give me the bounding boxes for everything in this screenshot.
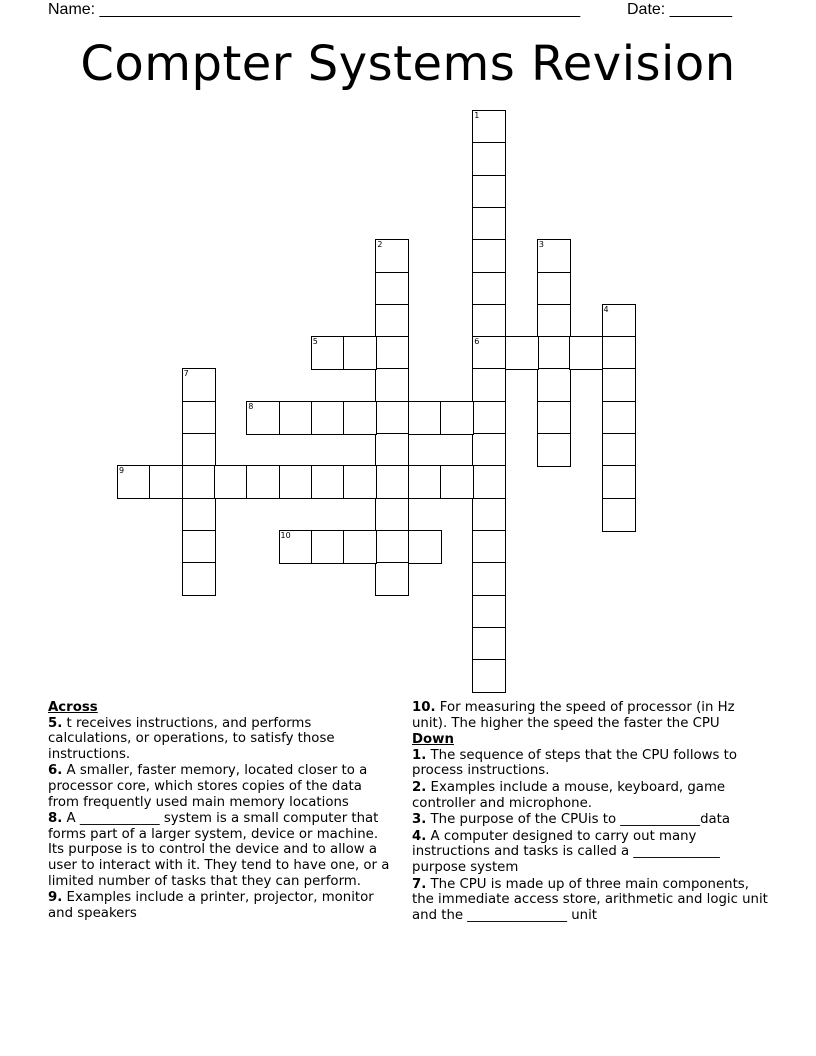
crossword-cell[interactable] (182, 530, 216, 564)
crossword-cell[interactable] (182, 562, 216, 596)
clue-across-9: 9. Examples include a printer, projector, monitor and speakers (48, 890, 374, 921)
crossword-cell[interactable] (182, 368, 216, 402)
crossword-cell[interactable] (182, 465, 216, 499)
crossword-cell[interactable] (472, 304, 506, 338)
crossword-cell[interactable] (375, 368, 409, 402)
crossword-cell[interactable] (602, 368, 636, 402)
crossword-cell[interactable] (182, 433, 216, 467)
crossword-cell[interactable] (602, 336, 636, 370)
crossword-cell[interactable] (408, 401, 442, 435)
crossword-cell[interactable] (472, 142, 506, 176)
crossword-cell[interactable] (375, 465, 409, 499)
crossword-cell[interactable] (472, 110, 506, 144)
clue-across-6: 6. A smaller, faster memory, located closer to a processor core, which stores copies of the data from frequently used main memory locations (48, 763, 368, 810)
cell-number-4: 4 (603, 304, 609, 314)
crossword-cell[interactable] (117, 465, 151, 499)
clue-down-4: 4. A computer designed to carry out many instructions and tasks is called a _____________ purpose system (412, 828, 720, 875)
crossword-cell[interactable] (569, 336, 603, 370)
cell-number-2: 2 (377, 240, 383, 250)
crossword-cell[interactable] (149, 465, 183, 499)
crossword-cell[interactable] (602, 498, 636, 532)
crossword-cell[interactable] (375, 336, 409, 370)
down-heading: Down (412, 732, 454, 748)
crossword-cell[interactable] (182, 498, 216, 532)
crossword-cell[interactable] (440, 401, 474, 435)
crossword-cell[interactable] (472, 595, 506, 629)
crossword-cell[interactable] (472, 207, 506, 241)
crossword-cell[interactable] (311, 336, 345, 370)
crossword-cell[interactable] (182, 401, 216, 435)
crossword-cell[interactable] (472, 239, 506, 273)
clues-left-column (48, 700, 396, 922)
crossword-cell[interactable] (375, 562, 409, 596)
crossword-cell[interactable] (343, 401, 377, 435)
clue-down-2: 2. Examples include a mouse, keyboard, game controller and microphone. (412, 779, 726, 811)
cell-number-5: 5 (312, 337, 318, 347)
crossword-cell[interactable] (408, 530, 442, 564)
page-title: Compter Systems Revision (80, 36, 736, 92)
clue-across-10: 10. For measuring the speed of processor (in Hz unit). The higher the speed the faster the CPU (412, 700, 735, 731)
crossword-cell[interactable] (279, 401, 313, 435)
crossword-cell[interactable] (472, 562, 506, 596)
crossword-cell[interactable] (472, 627, 506, 661)
name-field[interactable]: Name: ______________________________________________________ (48, 1, 581, 18)
cell-number-9: 9 (119, 466, 125, 476)
crossword-cell[interactable] (375, 272, 409, 306)
crossword-cell[interactable] (602, 465, 636, 499)
cell-number-7: 7 (183, 369, 189, 379)
crossword-cell[interactable] (408, 465, 442, 499)
crossword-cell[interactable] (472, 336, 506, 370)
crossword-cell[interactable] (375, 498, 409, 532)
clue-down-7: 7. The CPU is made up of three main components, the immediate access store, arithmetic and logic unit and the _______________ unit (412, 876, 768, 923)
crossword-cell[interactable] (505, 336, 539, 370)
crossword-cell[interactable] (472, 175, 506, 209)
crossword-cell[interactable] (279, 530, 313, 564)
crossword-cell[interactable] (375, 530, 409, 564)
crossword-cell[interactable] (472, 498, 506, 532)
crossword-cell[interactable] (375, 239, 409, 273)
cell-number-6: 6 (474, 337, 480, 347)
crossword-cell[interactable] (537, 368, 571, 402)
crossword-cell[interactable] (472, 401, 506, 435)
crossword-cell[interactable] (343, 530, 377, 564)
crossword-cell[interactable] (602, 433, 636, 467)
crossword-cell[interactable] (246, 401, 280, 435)
crossword-cell[interactable] (311, 530, 345, 564)
crossword-cell[interactable] (343, 465, 377, 499)
crossword-cell[interactable] (472, 272, 506, 306)
crossword-cell[interactable] (472, 465, 506, 499)
clues-right-column (412, 700, 772, 924)
crossword-cell[interactable] (602, 304, 636, 338)
cell-number-10: 10 (280, 530, 291, 540)
crossword-cell[interactable] (440, 465, 474, 499)
crossword-cell[interactable] (311, 465, 345, 499)
crossword-cell[interactable] (472, 530, 506, 564)
crossword-cell[interactable] (602, 401, 636, 435)
clue-down-1: 1. The sequence of steps that the CPU follows to process instructions. (412, 747, 738, 779)
crossword-cell[interactable] (537, 272, 571, 306)
crossword-cell[interactable] (472, 368, 506, 402)
crossword-cell[interactable] (537, 336, 571, 370)
cell-number-1: 1 (474, 111, 480, 120)
clue-across-8: 8. A ____________ system is a small computer that forms part of a larger system, device or machine. Its purpose is to control the device and to allow a user to interact with it. They tend to have one, or a limited number of tasks that they can perform. (48, 811, 390, 889)
clue-down-3: 3. The purpose of the CPUis to ____________data (412, 812, 731, 828)
crossword-cell[interactable] (375, 433, 409, 467)
crossword-cell[interactable] (472, 659, 506, 693)
cell-number-8: 8 (248, 401, 254, 411)
crossword-cell[interactable] (214, 465, 248, 499)
crossword-cell[interactable] (343, 336, 377, 370)
crossword-cell[interactable] (311, 401, 345, 435)
crossword-cell[interactable] (375, 304, 409, 338)
clue-across-5: 5. t receives instructions, and performs calculations, or operations, to satisfy those instructions. (48, 715, 335, 762)
crossword-cell[interactable] (537, 239, 571, 273)
crossword-cell[interactable] (246, 465, 280, 499)
cell-number-3: 3 (538, 240, 544, 250)
crossword-cell[interactable] (537, 401, 571, 435)
date-field[interactable]: Date: _______ (627, 1, 732, 18)
across-heading: Across (48, 700, 98, 715)
crossword-cell[interactable] (375, 401, 409, 435)
crossword-cell[interactable] (472, 433, 506, 467)
crossword-cell[interactable] (537, 433, 571, 467)
crossword-cell[interactable] (537, 304, 571, 338)
crossword-cell[interactable] (279, 465, 313, 499)
